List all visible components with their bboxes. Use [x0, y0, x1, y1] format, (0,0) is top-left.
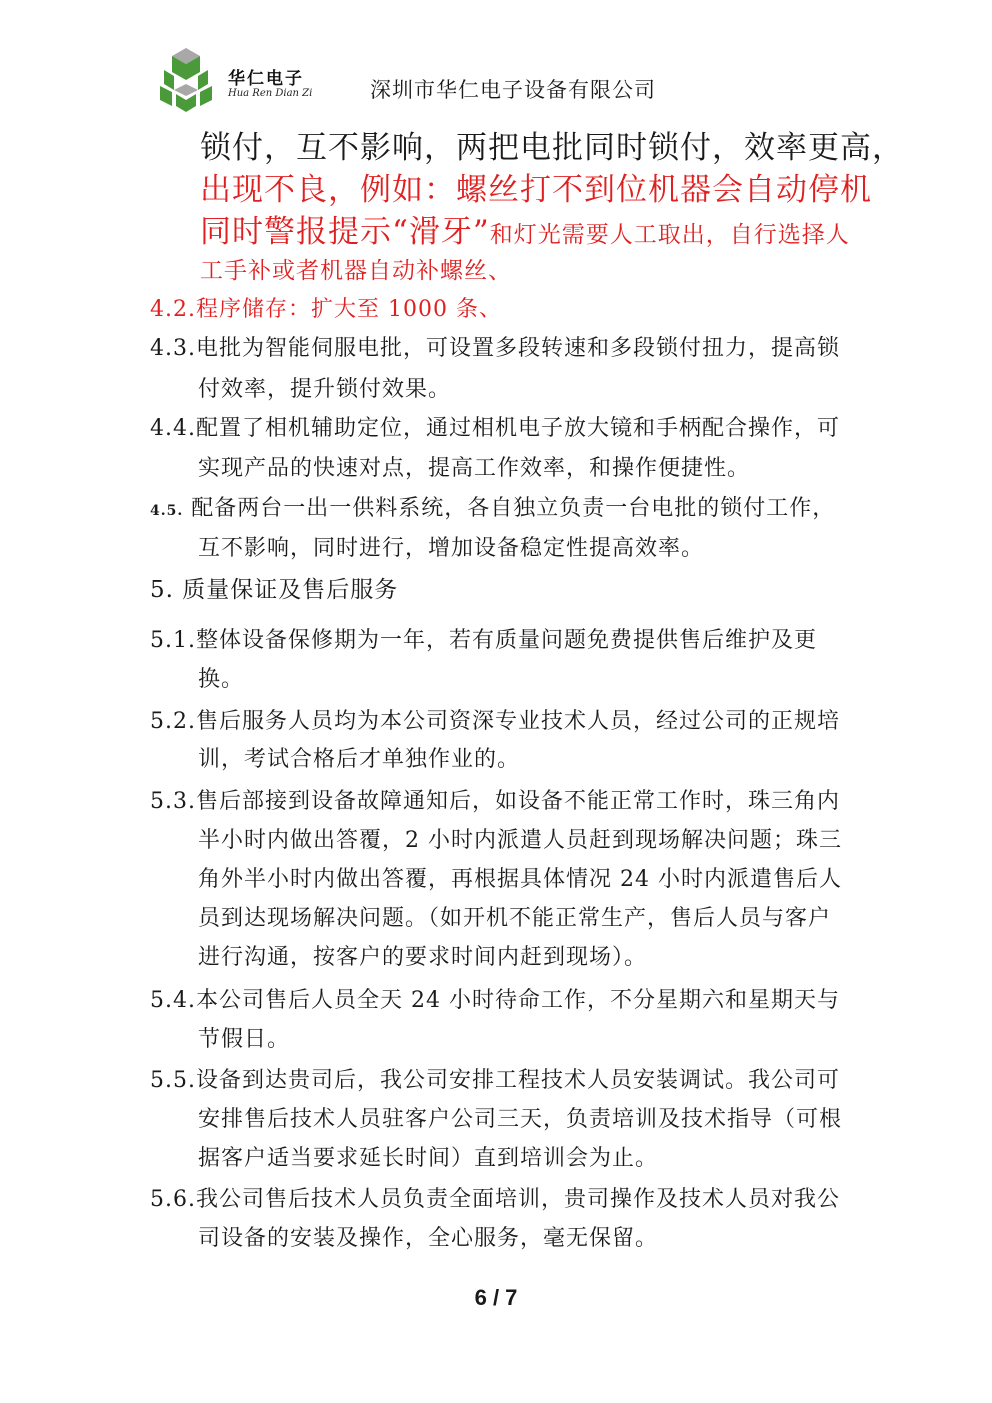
- list-item: [150, 704, 840, 735]
- company-logo-icon: [150, 40, 222, 112]
- list-item: [150, 292, 502, 323]
- item-continuation: 实现产品的快速对点，提高工作效率，和操作便捷性。: [198, 456, 751, 481]
- item-number: 4.5.: [150, 503, 184, 519]
- item-number: 5.1.: [150, 628, 196, 653]
- item-continuation: 互不影响，同时进行，增加设备稳定性提高效率。: [198, 536, 705, 561]
- item-number: 5.3.: [150, 789, 196, 814]
- intro-line-3-small: 和灯光需要人工取出，自行选择人: [489, 222, 850, 248]
- item-number: 5.4.: [150, 988, 196, 1013]
- item-continuation: 训，考试合格后才单独作业的。: [198, 747, 521, 772]
- list-item: [150, 331, 840, 362]
- item-continuation: 付效率，提升锁付效果。: [198, 377, 452, 402]
- intro-line-2: 出现不良，例如：螺丝打不到位机器会自动停机: [200, 172, 872, 208]
- list-item: [150, 623, 817, 654]
- item-text: 售后部接到设备故障通知后，如设备不能正常工作时，珠三角内: [195, 789, 840, 814]
- item-continuation: 据客户适当要求延长时间）直到培训会为止。: [198, 1146, 659, 1171]
- list-item: [150, 983, 840, 1014]
- item-number: 5.6.: [150, 1187, 196, 1212]
- item-continuation: 员到达现场解决问题。（如开机不能正常生产，售后人员与客户: [198, 906, 832, 931]
- item-text: 本公司售后人员全天 24 小时待命工作，不分星期六和星期天与: [195, 988, 840, 1013]
- item-number: 5.5.: [150, 1068, 196, 1093]
- item-number: 5.2.: [150, 709, 196, 734]
- section-title: 5. 质量保证及售后服务: [150, 577, 399, 603]
- item-continuation: 进行沟通，按客户的要求时间内赶到现场）。: [198, 945, 648, 970]
- intro-line-3: [200, 206, 850, 251]
- item-text: 我公司售后技术人员负责全面培训，贵司操作及技术人员对我公: [195, 1187, 840, 1212]
- item-text: 配备两台一出一供料系统，各自独立负责一台电批的锁付工作，: [191, 496, 836, 521]
- page-number: 6 / 7: [474, 1285, 518, 1310]
- intro-line-4: 工手补或者机器自动补螺丝、: [200, 258, 512, 284]
- item-continuation: 半小时内做出答覆，2 小时内派遣人员赶到现场解决问题；珠三: [198, 828, 842, 853]
- intro-line-1: 锁付，互不影响，两把电批同时锁付，效率更高，: [200, 130, 904, 166]
- company-name: 深圳市华仁电子设备有限公司: [370, 78, 656, 102]
- list-item: [150, 1182, 840, 1213]
- list-item: [150, 411, 840, 442]
- item-text: 电批为智能伺服电批，可设置多段转速和多段锁付扭力，提高锁: [195, 336, 840, 361]
- logo-pinyin: Hua Ren Dian Zi: [228, 88, 313, 99]
- item-continuation: 司设备的安装及操作，全心服务，毫无保留。: [198, 1226, 659, 1251]
- page-header: [150, 40, 850, 120]
- item-continuation: 节假日。: [198, 1027, 291, 1052]
- item-text: 配置了相机辅助定位，通过相机电子放大镜和手柄配合操作，可: [195, 416, 840, 441]
- item-continuation: 角外半小时内做出答覆，再根据具体情况 24 小时内派遣售后人: [198, 867, 842, 892]
- list-item: [150, 784, 840, 815]
- item-continuation: 安排售后技术人员驻客户公司三天，负责培训及技术指导（可根: [198, 1107, 843, 1132]
- item-number: 4.3.: [150, 336, 196, 361]
- item-text: 整体设备保修期为一年，若有质量问题免费提供售后维护及更: [195, 628, 817, 653]
- list-item: [150, 1063, 840, 1094]
- intro-line-3-big: 同时警报提示“滑牙”: [200, 214, 490, 250]
- item-number: 4.4.: [150, 416, 196, 441]
- item-text: 程序储存：扩大至 1000 条、: [195, 297, 502, 322]
- list-item: [150, 491, 835, 522]
- item-number: 4.2.: [150, 297, 196, 322]
- item-text: 售后服务人员均为本公司资深专业技术人员，经过公司的正规培: [195, 709, 840, 734]
- item-text: 设备到达贵司后，我公司安排工程技术人员安装调试。我公司可: [195, 1068, 840, 1093]
- logo-text: 华仁电子: [228, 69, 304, 89]
- item-continuation: 换。: [198, 667, 245, 692]
